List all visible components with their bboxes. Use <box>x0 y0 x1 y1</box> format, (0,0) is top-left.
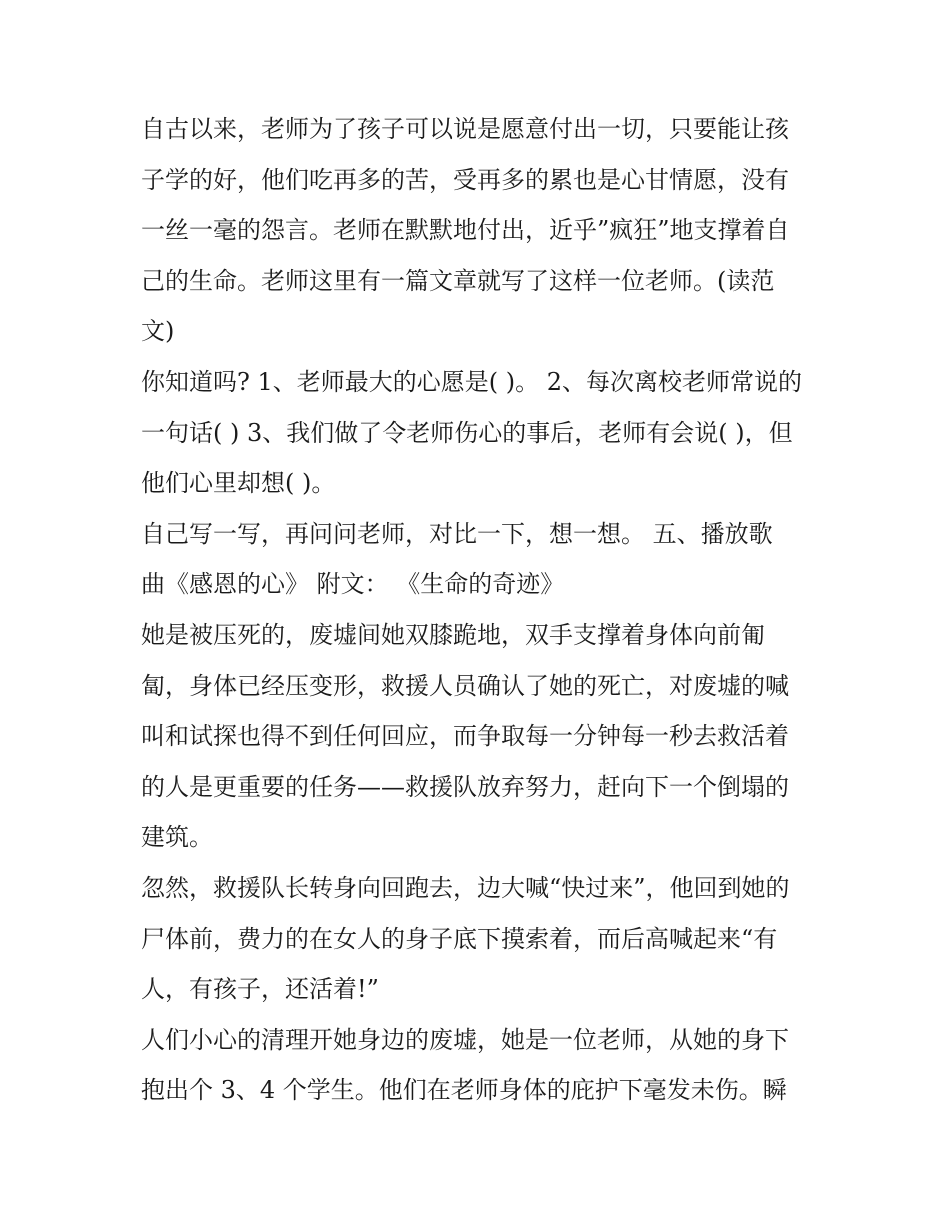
text-line: 一句话( ) 3、我们做了令老师伤心的事后，老师有会说( )，但 <box>141 418 793 447</box>
text-line: 忽然，救援队长转身向回跑去，边大喊“快过来”，他回到她的 <box>141 873 790 902</box>
text-line: 你知道吗? 1、老师最大的心愿是( )。 2、每次离校老师常说的 <box>141 367 803 396</box>
text-line: 叫和试探也得不到任何回应，而争取每一分钟每一秒去救活着 <box>141 722 789 751</box>
text-line: 人们小心的清理开她身边的废墟，她是一位老师，从她的身下 <box>141 1025 789 1054</box>
text-line: 自己写一写，再问问老师，对比一下，想一想。 五、播放歌 <box>141 519 773 548</box>
text-line: 一丝一毫的怨言。老师在默默地付出，近乎”疯狂”地支撑着自 <box>141 216 790 245</box>
document-body <box>141 104 821 1116</box>
text-line: 曲《感恩的心》 附文： 《生命的奇迹》 <box>141 570 565 599</box>
text-line: 抱出个 3、4 个学生。他们在老师身体的庇护下毫发未伤。瞬 <box>141 1076 787 1105</box>
text-line: 己的生命。老师这里有一篇文章就写了这样一位老师。(读范 <box>141 266 775 295</box>
text-line: 匐，身体已经压变形，救援人员确认了她的死亡，对废墟的喊 <box>141 671 789 700</box>
text-line: 文) <box>141 317 175 346</box>
text-line: 建筑。 <box>141 823 213 852</box>
text-line: 的人是更重要的任务——救援队放弃努力，赶向下一个倒塌的 <box>141 772 789 801</box>
text-line: 人，有孩子，还活着!” <box>141 975 379 1004</box>
text-line: 她是被压死的，废墟间她双膝跪地，双手支撑着身体向前匍 <box>141 620 765 649</box>
text-line: 他们心里却想( )。 <box>141 469 336 498</box>
text-line: 尸体前，费力的在女人的身子底下摸索着，而后高喊起来“有 <box>141 924 778 953</box>
text-line: 子学的好，他们吃再多的苦，受再多的累也是心甘情愿，没有 <box>141 165 789 194</box>
text-line: 自古以来，老师为了孩子可以说是愿意付出一切，只要能让孩 <box>141 115 789 143</box>
